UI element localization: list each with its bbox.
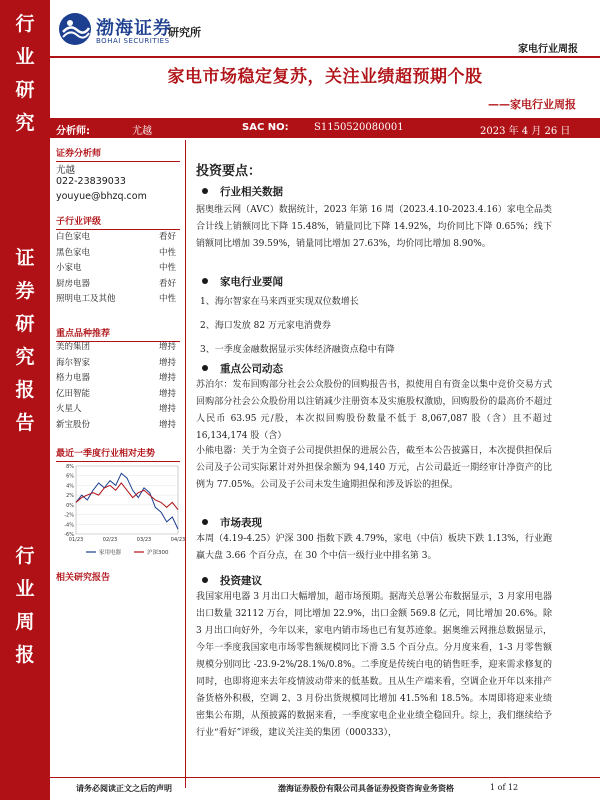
table-row: 格力电器 增持 <box>56 373 176 383</box>
y-tick-label: 0% <box>66 502 74 509</box>
institute-label: 研究所 <box>168 26 201 39</box>
table-row: 海尔智家 增持 <box>56 357 176 368</box>
industry-data-paragraph: 据奥维云网（AVC）数据统计，2023 年第 16 周（2023.4.10-2023.4.16）家电全品类合计线上销额同比下降 15.48%，销量同比下降 14.92%，均价同比下降 0.65%；线下销额同比增加 39.59%，销量同比增加 27.63%，均价同比增加 8.90%。 <box>196 205 552 249</box>
band-char: 证 <box>15 247 35 269</box>
sac-number: S1150520080001 <box>314 122 404 133</box>
sidebar <box>50 140 186 788</box>
analyst-label: 分析师: <box>56 126 90 137</box>
band-char: 究 <box>15 112 35 134</box>
bullet-icon <box>202 188 208 194</box>
sub-industry-heading: 子行业评级 <box>56 214 180 230</box>
chart-heading: 最近一季度行业相对走势 <box>56 446 180 462</box>
news-item: 3、一季度金融数据显示实体经济融资点稳中有降 <box>200 345 395 355</box>
band-char: 报 <box>15 644 35 666</box>
table-row: 火星人 增持 <box>56 404 176 414</box>
header-divider <box>50 56 600 58</box>
key-points-heading: 投资要点： <box>196 164 262 179</box>
y-tick-label: -4% <box>64 522 74 529</box>
section-market-performance: 市场表现 <box>202 515 262 530</box>
bullet-icon <box>202 577 208 583</box>
table-row: 小家电 中性 <box>56 263 176 273</box>
sub-industry-table <box>56 230 180 308</box>
market-paragraph: 本周（4.19-4.25）沪深 300 指数下跌 4.79%，家电（中信）板块下跌 1.13%，行业跑赢大盘 3.66 个百分点，在 30 个中信一级行业中排名第 3。 <box>196 534 552 561</box>
news-item: 1、海尔智家在马来西亚实现双位数增长 <box>200 297 359 307</box>
legend-label: 沪深300 <box>147 550 169 556</box>
band-label-industry-research <box>0 8 50 140</box>
advice-paragraph: 我国家用电器 3 月出口大幅增加，超市场预期。据海关总署公布数据显示，3 月家用电器出口数量 32112 万台，同比增加 22.9%，出口金额 569.8 亿元，同比增加 20.6%。除 3 月出口向好外，今年以来，家电内销市场也已有复苏迹象。据奥维云网推总数据显示，今年一季度我国家电市场零售额规模同比下滑 3.5 个百分点。分月度来看，1-3 月零售额规模分别同比 -23.9-2%/28.1%/0.8%。二季度是传统白电的销售旺季，迎来需求修复的同时，也即将迎来去年疫情波动带来的低基数。且从生产端来看，空调企业开年以来排产备货格外积极，空调 2、3 月份出货规模同比增加 41.5%和 18.5%。本周即将迎来业绩密集公布期，从预披露的数据来看，一季度家电企业业绩全稳回升。综上，我们继续给予行业“看好”评级，建议关注美的集团（000333）， <box>196 592 552 738</box>
left-band <box>0 0 50 800</box>
x-tick-label: 04/23 <box>170 537 186 543</box>
series-line-0 <box>76 473 178 529</box>
footer-divider <box>50 777 600 778</box>
chart-frame <box>76 466 178 534</box>
y-tick-label: -6% <box>64 532 74 538</box>
y-tick-label: 6% <box>66 473 74 480</box>
section-industry-news: 家电行业要闻 <box>202 274 283 289</box>
key-stocks-heading: 重点品种推荐 <box>56 326 180 342</box>
band-char: 行 <box>15 13 35 35</box>
section-company-news: 重点公司动态 <box>202 361 283 376</box>
legend-label: 家用电器 <box>99 550 122 556</box>
band-char: 研 <box>15 313 35 335</box>
table-row: 照明电工及其他 中性 <box>56 294 176 304</box>
table-row: 亿田智能 增持 <box>56 388 176 399</box>
company-news-paragraph: 小熊电器：关于为全资子公司提供担保的进展公告，截至本公告披露日，本次提供担保后公司及子公司实际累计对外担保余额为 94,140 万元，占公司最近一期经审计净资产的比例为 77.05%。公司及子公司未发生逾期担保和涉及诉讼的担保。 <box>196 446 552 490</box>
analyst-phone: 022-23839033 <box>56 176 126 187</box>
relative-performance-chart <box>56 462 186 562</box>
y-tick-label: 2% <box>66 493 74 500</box>
band-char: 券 <box>15 280 35 302</box>
bullet-icon <box>202 278 208 284</box>
table-row: 白色家电 看好 <box>56 232 176 242</box>
bullet-icon <box>202 365 208 371</box>
band-char: 究 <box>15 346 35 368</box>
meta-bar <box>50 118 600 138</box>
y-tick-label: -2% <box>64 512 74 519</box>
series-line-1 <box>76 483 178 510</box>
analyst-name: 尤越 <box>56 165 76 176</box>
band-label-weekly <box>0 540 50 672</box>
report-type: 家电行业周报 <box>518 44 578 55</box>
key-stocks-table <box>56 340 180 433</box>
bohai-logo-icon <box>58 12 92 46</box>
analyst-email[interactable]: youyue@bhzq.com <box>56 191 147 202</box>
band-char: 报 <box>15 379 35 401</box>
x-tick-label: 02/23 <box>102 537 118 543</box>
band-char: 周 <box>15 611 35 633</box>
band-char: 行 <box>15 545 35 567</box>
x-tick-label: 03/23 <box>136 537 152 543</box>
table-row: 厨房电器 看好 <box>56 278 176 289</box>
brand-name-en: BOHAI SECURITIES <box>96 37 170 45</box>
table-row: 美的集团 增持 <box>56 342 176 352</box>
brand-name: 渤海证券 <box>96 18 172 39</box>
y-tick-label: 4% <box>66 483 74 490</box>
page-number: 1 of 12 <box>490 783 519 792</box>
report-date: 2023 年 4 月 26 日 <box>480 126 571 137</box>
section-investment-advice: 投资建议 <box>202 573 262 588</box>
company-news-paragraph: 苏泊尔：发布回购部分社会公众股份的回购报告书，拟使用自有资金以集中竞价交易方式回购部分社会公众股份用以注销减少注册资本及实施股权激励，回购股份的最高价不超过人民币 63.95 元/股，本次拟回购股份数量不低于 8,067,087 股（含）且不超过 16,134,174 股（含） <box>196 380 552 441</box>
footer-disclaimer: 请务必阅读正文之后的声明 <box>76 783 172 793</box>
table-row: 新宝股份 增持 <box>56 419 176 430</box>
band-char: 业 <box>15 578 35 600</box>
section-industry-data: 行业相关数据 <box>202 184 283 199</box>
band-char: 业 <box>15 46 35 68</box>
analyst-heading: 证券分析师 <box>56 146 180 162</box>
report-title: 家电市场稳定复苏，关注业绩超预期个股 <box>167 67 483 87</box>
bullet-icon <box>202 519 208 525</box>
band-char: 研 <box>15 79 35 101</box>
sac-label: SAC NO: <box>242 122 289 133</box>
band-char: 告 <box>15 412 35 434</box>
band-label-securities-report <box>0 242 50 440</box>
table-row: 黑色家电 中性 <box>56 247 176 258</box>
report-subtitle: ——家电行业周报 <box>488 98 576 111</box>
analyst-name: 尤越 <box>132 126 152 137</box>
news-item: 2、海口发放 82 万元家电消费券 <box>200 321 331 331</box>
y-tick-label: 8% <box>66 464 74 470</box>
x-tick-label: 01/23 <box>68 537 84 543</box>
footer-company: 渤海证券股份有限公司具备证券投资咨询业务资格 <box>278 783 454 793</box>
related-reports-heading: 相关研究报告 <box>56 573 111 583</box>
